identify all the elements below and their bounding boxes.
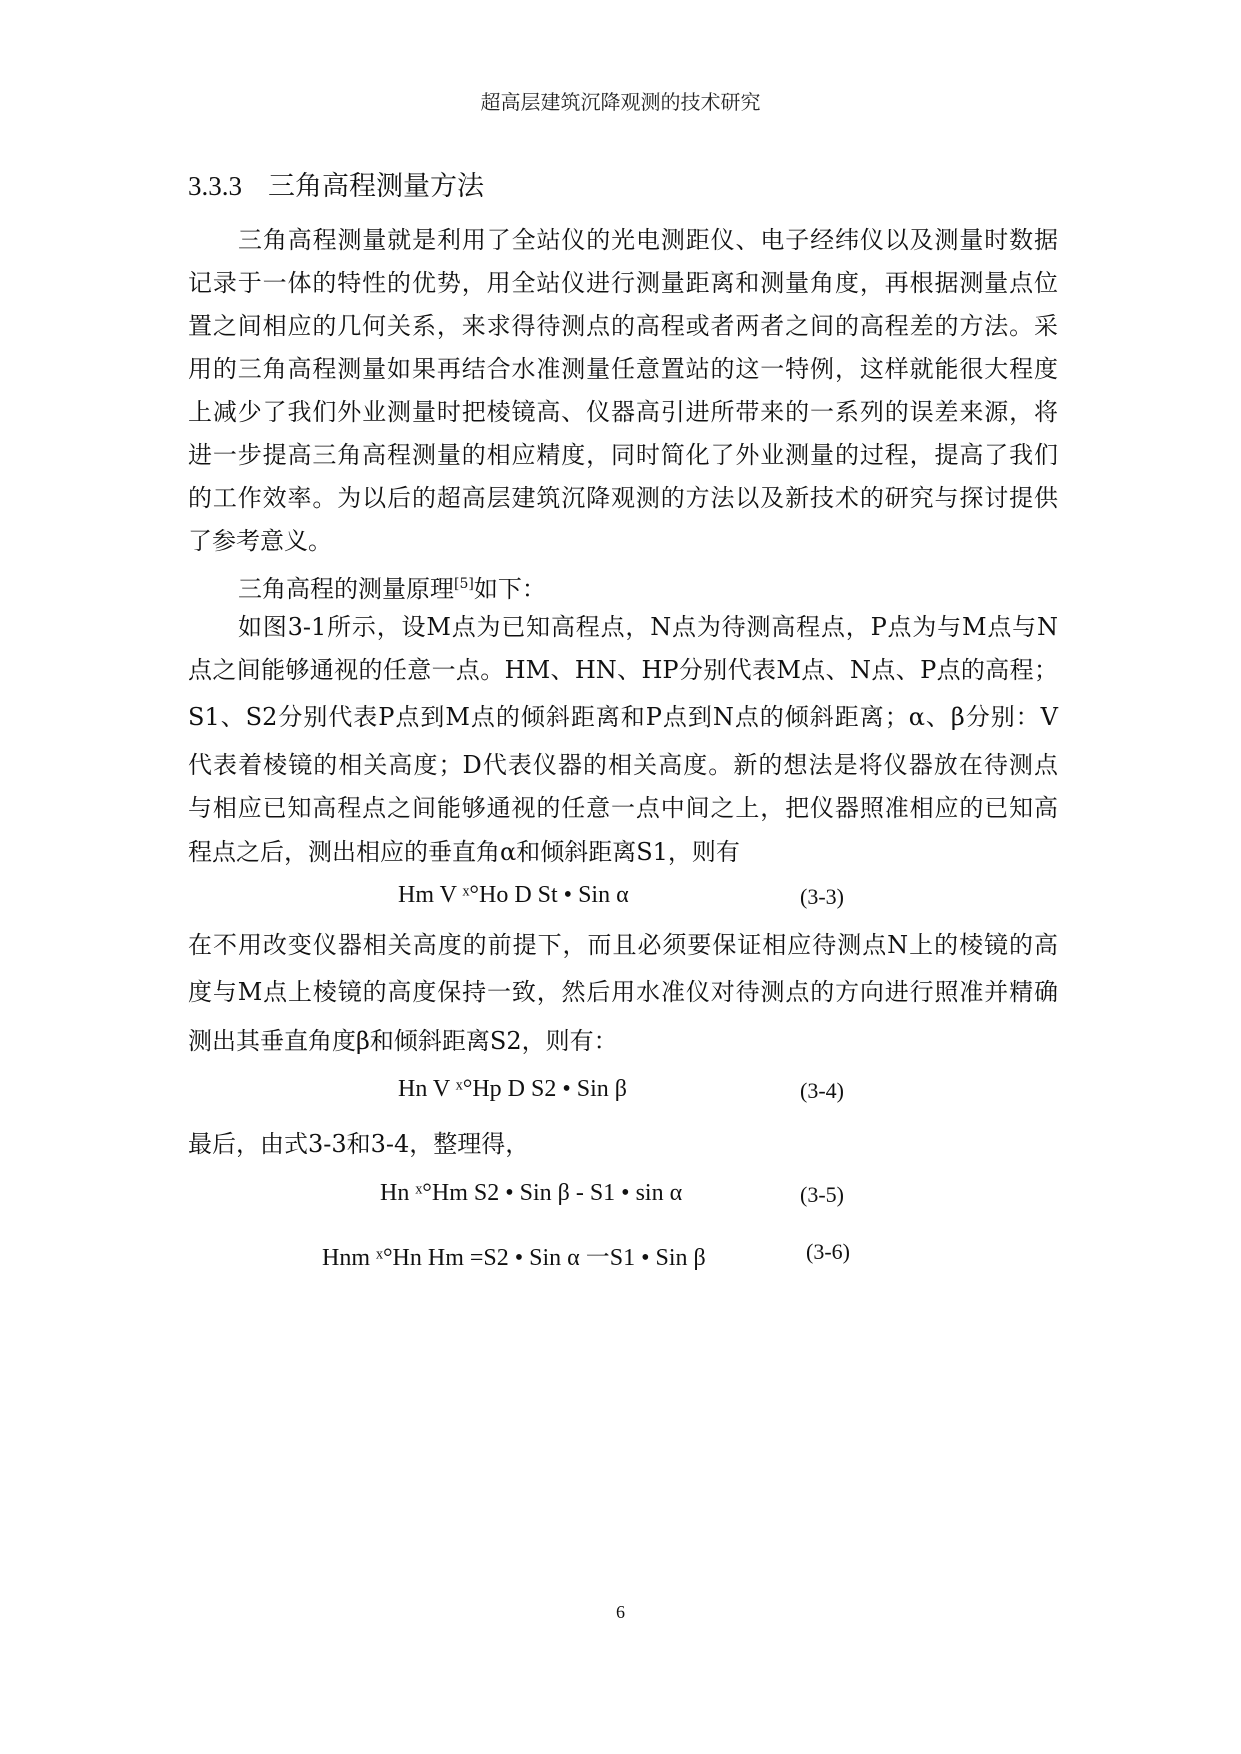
paragraph-line: 置之间相应的几何关系，来求得待测点的高程或者两者之间的高程差的方法。采 [188,312,1058,340]
paragraph-line: 点之间能够通视的任意一点。HM、HN、HP分别代表M点、N点、P点的高程； [188,656,1058,684]
equation-number: (3-5) [800,1182,844,1207]
paragraph-line: 三角高程测量就是利用了全站仪的光电测距仪、电子经纬仪以及测量时数据 [238,226,1058,254]
paragraph-line: 的工作效率。为以后的超高层建筑沉降观测的方法以及新技术的研究与探讨提供 [188,484,1058,512]
paragraph-line: 度与M点上棱镜的高度保持一致，然后用水准仪对待测点的方向进行照准并精确 [188,978,1058,1006]
equation-number: (3-4) [800,1078,844,1103]
paragraph-line: 了参考意义。 [188,527,332,555]
paragraph-line: 测出其垂直角度β和倾斜距离S2，则有： [188,1027,618,1055]
paragraph-line: 与相应已知高程点之间能够通视的任意一点中间之上，把仪器照准相应的已知高 [188,794,1058,822]
principle-line [238,567,1058,606]
paragraph-line: 代表着棱镜的相关高度；D代表仪器的相关高度。新的想法是将仪器放在待测点 [188,751,1058,779]
citation-ref: [5] [454,576,474,592]
paragraph-line: 程点之后，测出相应的垂直角α和倾斜距离S1，则有 [188,838,740,866]
paragraph-line: 如图3-1所示，设M点为已知高程点，N点为待测高程点，P点为与M点与N [238,613,1058,641]
paragraph-line: 最后，由式3-3和3-4，整理得， [188,1130,530,1158]
paragraph-line: 用的三角高程测量如果再结合水准测量任意置站的这一特例，这样就能很大程度 [188,355,1058,383]
equation-3-6: Hnm ˣ°Hn Hm =S2 • Sin α 一S1 • Sin β [322,1245,706,1271]
section-heading [188,164,484,203]
paragraph-line: 进一步提高三角高程测量的相应精度，同时简化了外业测量的过程，提高了我们 [188,441,1058,469]
section-number: 3.3.3 [188,171,242,201]
paragraph-line: 上减少了我们外业测量时把棱镜高、仪器高引进所带来的一系列的误差来源，将 [188,398,1058,426]
paragraph-line: S1、S2分别代表P点到M点的倾斜距离和P点到N点的倾斜距离；α、β分别：V [188,703,1058,731]
section-title: 三角高程测量方法 [268,171,484,202]
equation-number: (3-3) [800,884,844,909]
paragraph-line: 在不用改变仪器相关高度的前提下，而且必须要保证相应待测点N上的棱镜的高 [188,931,1058,959]
equation-3-3: Hm V ˣ°Ho D St • Sin α [398,882,629,908]
equation-3-4: Hn V ˣ°Hp D S2 • Sin β [398,1076,627,1102]
equation-3-5: Hn ˣ°Hm S2 • Sin β - S1 • sin α [380,1180,683,1206]
principle-text: 三角高程的测量原理 [238,575,454,603]
page-number: 6 [616,1602,625,1622]
paragraph-line: 记录于一体的特性的优势，用全站仪进行测量距离和测量角度，再根据测量点位 [188,269,1058,297]
principle-suffix: 如下： [473,575,546,603]
equation-number: (3-6) [806,1239,850,1264]
page-header: 超高层建筑沉降观测的技术研究 [480,90,761,114]
